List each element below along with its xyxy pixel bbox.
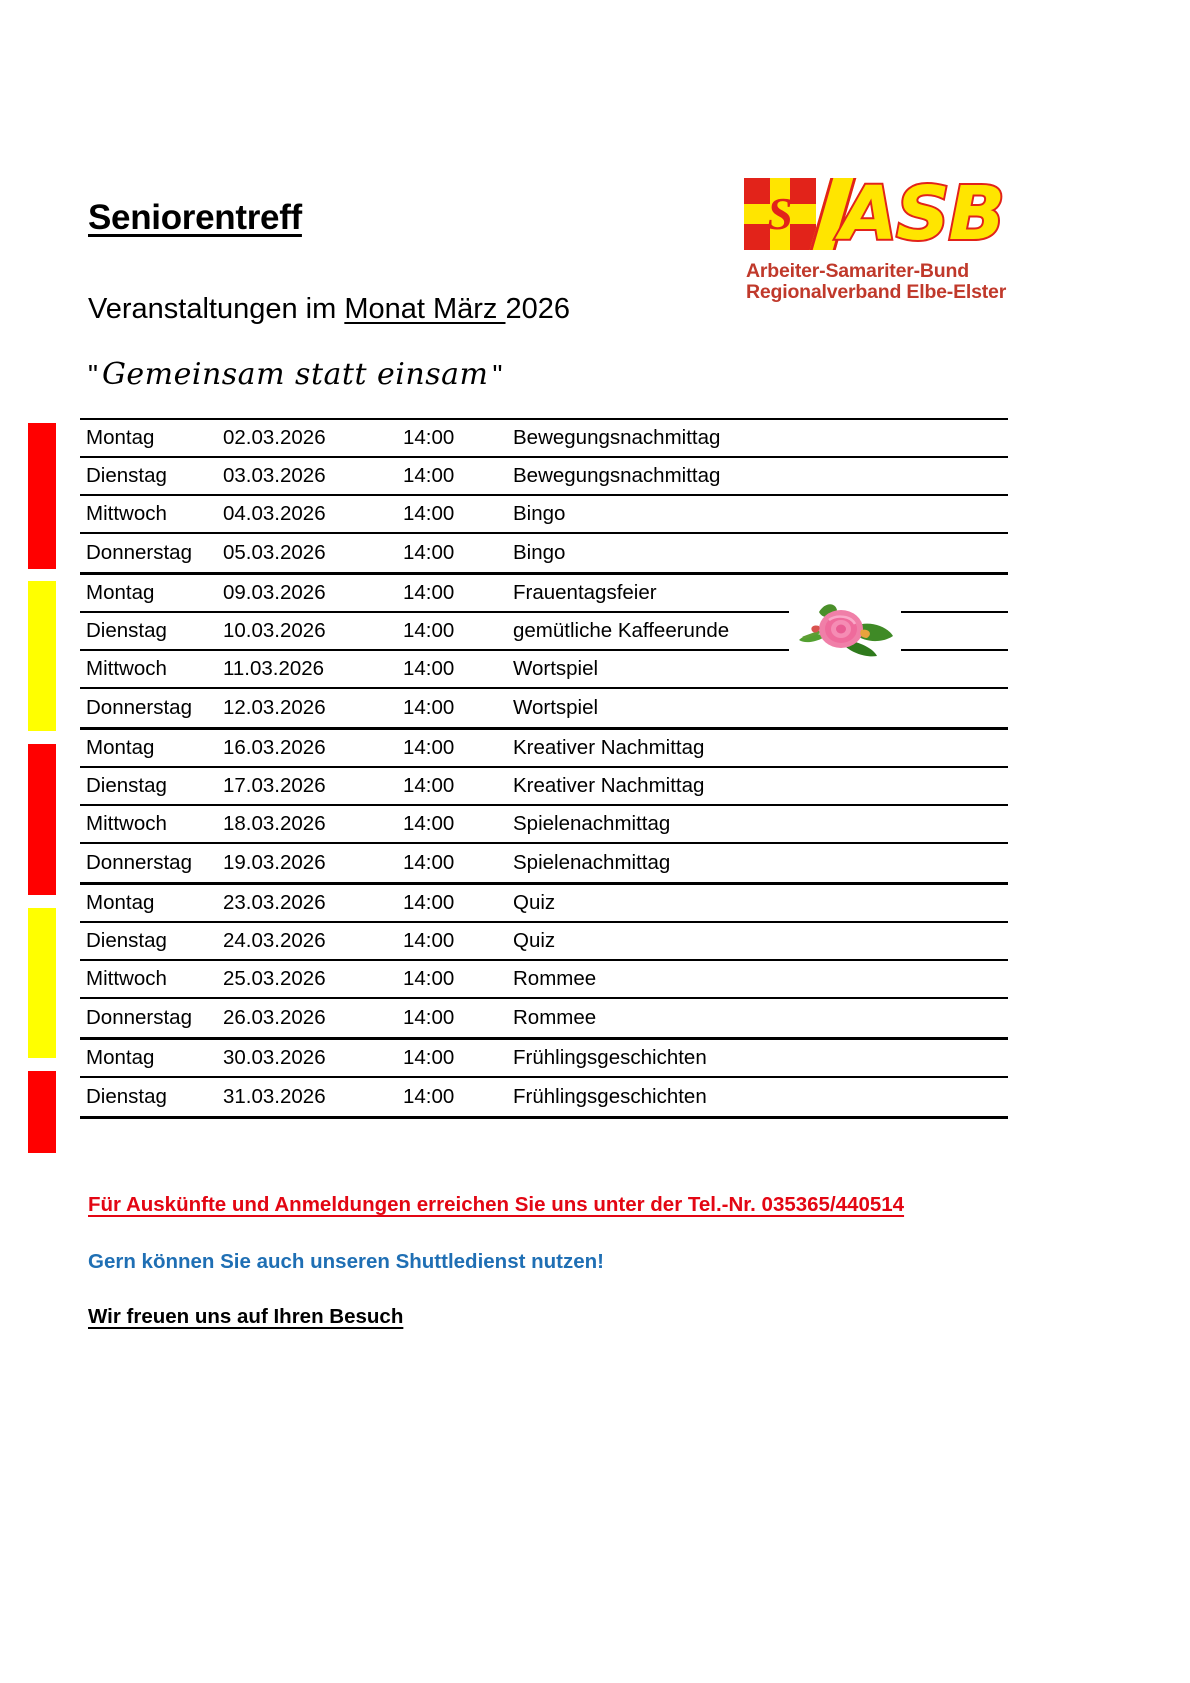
subtitle-prefix: Veranstaltungen im	[88, 293, 345, 325]
cell-date: 19.03.2026	[223, 851, 326, 874]
cell-event: Quiz	[513, 891, 556, 914]
cell-event: Frühlingsgeschichten	[513, 1085, 707, 1108]
schedule-week-group	[80, 882, 1008, 1037]
table-row	[80, 458, 1008, 496]
cell-event: Kreativer Nachmittag	[513, 736, 705, 759]
cell-time: 14:00	[403, 657, 455, 680]
cell-event: Kreativer Nachmittag	[513, 774, 705, 797]
asb-logo	[744, 171, 1007, 303]
cell-weekday: Mittwoch	[86, 967, 167, 990]
cell-weekday: Mittwoch	[86, 657, 167, 680]
cell-date: 11.03.2026	[223, 657, 325, 680]
cell-event: Wortspiel	[513, 657, 599, 680]
cell-time: 14:00	[403, 736, 455, 759]
cell-weekday: Donnerstag	[86, 696, 192, 719]
cell-date: 12.03.2026	[223, 696, 326, 719]
cell-weekday: Donnerstag	[86, 851, 192, 874]
cell-weekday: Montag	[86, 736, 155, 759]
cell-weekday: Mittwoch	[86, 502, 167, 525]
cell-time: 14:00	[403, 1046, 455, 1069]
cell-time: 14:00	[403, 464, 455, 487]
cell-time: 14:00	[403, 696, 455, 719]
table-row	[80, 534, 1008, 572]
schedule-table	[80, 418, 1008, 1119]
cell-weekday: Donnerstag	[86, 541, 192, 564]
cell-time: 14:00	[403, 929, 455, 952]
cell-event: Frauentagsfeier	[513, 581, 657, 604]
cell-time: 14:00	[403, 891, 455, 914]
table-row	[80, 961, 1008, 999]
schedule-week-group	[80, 418, 1008, 572]
table-row	[80, 689, 1008, 727]
cell-event: Bingo	[513, 502, 566, 525]
cell-date: 16.03.2026	[223, 736, 326, 759]
logo-wordmark: ASB	[840, 171, 1004, 257]
cell-date: 05.03.2026	[223, 541, 326, 564]
table-row	[80, 806, 1008, 844]
table-row	[80, 844, 1008, 882]
motto-open-quote: "	[88, 359, 98, 390]
cell-event: Rommee	[513, 1006, 597, 1029]
table-row	[80, 496, 1008, 534]
cell-event: Rommee	[513, 967, 597, 990]
cell-time: 14:00	[403, 581, 455, 604]
cell-event: Bingo	[513, 541, 566, 564]
sidebar-color-block-1	[28, 423, 56, 569]
table-row	[80, 885, 1008, 923]
cell-time: 14:00	[403, 967, 455, 990]
cell-event: gemütliche Kaffeerunde	[513, 619, 730, 642]
table-row	[80, 420, 1008, 458]
cell-time: 14:00	[403, 426, 455, 449]
subtitle	[88, 293, 570, 326]
cell-date: 02.03.2026	[223, 426, 326, 449]
cell-weekday: Dienstag	[86, 774, 167, 797]
sidebar-color-block-4	[28, 908, 56, 1058]
cell-time: 14:00	[403, 1006, 455, 1029]
subtitle-year: 2026	[505, 293, 571, 325]
shuttle-info: Gern können Sie auch unseren Shuttledienst nutzen!	[88, 1250, 604, 1273]
schedule-week-group	[80, 1037, 1008, 1119]
contact-info: Für Auskünfte und Anmeldungen erreichen Sie uns unter der Tel.-Nr. 035365/440514	[88, 1193, 905, 1216]
cell-weekday: Donnerstag	[86, 1006, 192, 1029]
table-row	[80, 768, 1008, 806]
table-row	[80, 1040, 1008, 1078]
cell-event: Spielenachmittag	[513, 851, 671, 874]
logo-region-name: Regionalverband Elbe-Elster	[746, 281, 1007, 303]
cell-time: 14:00	[403, 1085, 455, 1108]
asb-logo-mark	[744, 171, 1004, 257]
cell-date: 25.03.2026	[223, 967, 326, 990]
motto-close-quote: "	[492, 359, 503, 390]
cell-weekday: Mittwoch	[86, 812, 167, 835]
cell-event: Spielenachmittag	[513, 812, 671, 835]
table-row	[80, 730, 1008, 768]
logo-org-name: Arbeiter-Samariter-Bund	[746, 260, 969, 282]
cell-date: 30.03.2026	[223, 1046, 326, 1069]
cell-time: 14:00	[403, 502, 455, 525]
cell-time: 14:00	[403, 619, 455, 642]
cell-date: 24.03.2026	[223, 929, 326, 952]
cell-event: Quiz	[513, 929, 556, 952]
cell-date: 10.03.2026	[223, 619, 326, 642]
cell-event: Frühlingsgeschichten	[513, 1046, 707, 1069]
cell-date: 18.03.2026	[223, 812, 326, 835]
cell-weekday: Dienstag	[86, 464, 167, 487]
logo-s-letter: S	[767, 188, 793, 239]
cell-weekday: Montag	[86, 1046, 155, 1069]
cell-date: 31.03.2026	[223, 1085, 326, 1108]
cell-weekday: Montag	[86, 891, 155, 914]
cell-weekday: Dienstag	[86, 619, 167, 642]
sidebar-color-block-2	[28, 581, 56, 731]
cell-weekday: Montag	[86, 581, 155, 604]
cell-date: 23.03.2026	[223, 891, 326, 914]
table-row	[80, 923, 1008, 961]
motto-text: Gemeinsam statt einsam	[101, 357, 489, 392]
cell-weekday: Dienstag	[86, 929, 167, 952]
cell-time: 14:00	[403, 851, 455, 874]
cell-date: 17.03.2026	[223, 774, 326, 797]
motto	[88, 357, 502, 392]
schedule-week-group	[80, 727, 1008, 882]
rose-icon	[789, 596, 901, 664]
cell-time: 14:00	[403, 774, 455, 797]
welcome-message: Wir freuen uns auf Ihren Besuch	[88, 1305, 404, 1328]
cell-date: 26.03.2026	[223, 1006, 326, 1029]
subtitle-month: Monat März	[344, 293, 506, 325]
sidebar-color-block-5	[28, 1071, 56, 1153]
page-title: Seniorentreff	[88, 198, 302, 237]
cell-weekday: Montag	[86, 426, 155, 449]
cell-event: Bewegungsnachmittag	[513, 426, 721, 449]
table-row	[80, 999, 1008, 1037]
cell-event: Wortspiel	[513, 696, 599, 719]
cell-time: 14:00	[403, 541, 455, 564]
sidebar-color-block-3	[28, 744, 56, 895]
cell-date: 03.03.2026	[223, 464, 326, 487]
cell-event: Bewegungsnachmittag	[513, 464, 721, 487]
cell-weekday: Dienstag	[86, 1085, 167, 1108]
cell-date: 09.03.2026	[223, 581, 326, 604]
table-row	[80, 1078, 1008, 1116]
cell-date: 04.03.2026	[223, 502, 326, 525]
cell-time: 14:00	[403, 812, 455, 835]
